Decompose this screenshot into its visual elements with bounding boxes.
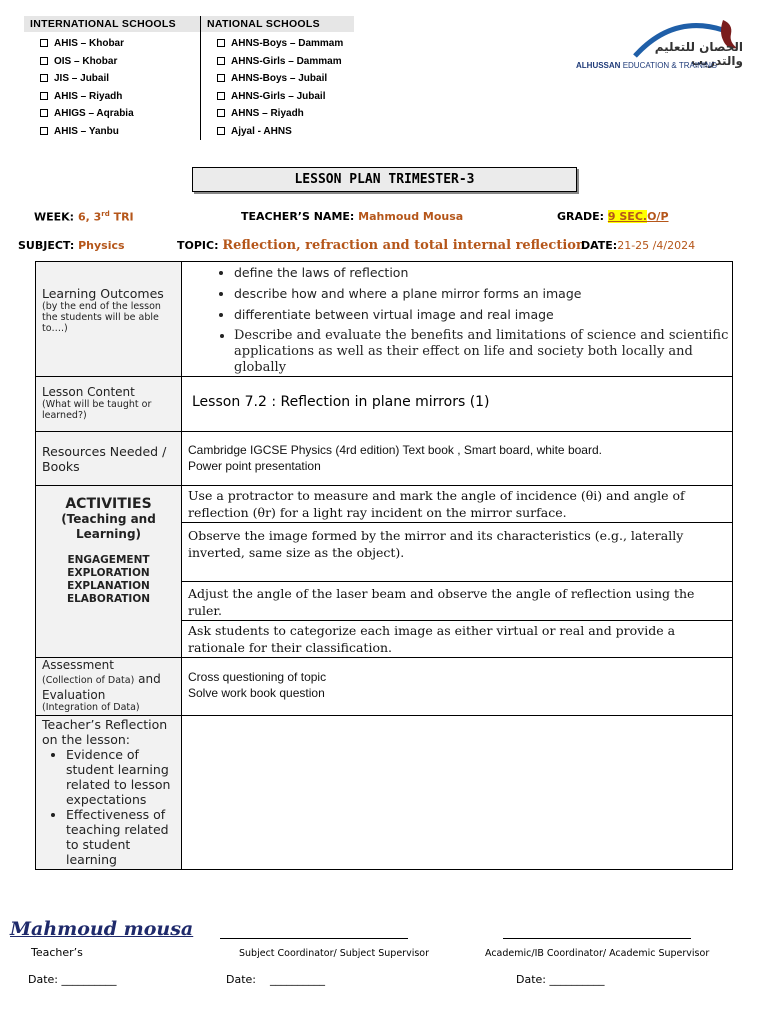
school-name: AHIS – Khobar — [54, 38, 125, 49]
learning-outcomes-list — [182, 262, 732, 376]
school-checkbox-item[interactable] — [217, 37, 354, 55]
school-name: AHNS-Boys – Dammam — [231, 38, 344, 49]
school-checkbox-item[interactable] — [217, 90, 354, 108]
academic-signature-line — [503, 938, 691, 939]
activity-item: Ask students to categorize each image as either virtual or real and provide a rationale for their classification. — [182, 621, 733, 658]
lesson-plan-table — [35, 261, 733, 870]
teacher-name-field: TEACHER’S NAME: Mahmoud Mousa — [241, 210, 464, 223]
school-name: JIS – Jubail — [54, 73, 110, 84]
international-schools-column — [24, 16, 200, 142]
logo-latin-text: ALHUSSAN EDUCATION & TRAINING — [576, 61, 718, 70]
school-checkbox-item[interactable] — [40, 90, 200, 108]
outcome-item: • differentiate between virtual image and real image — [234, 304, 732, 325]
school-checkbox-item[interactable] — [40, 37, 200, 55]
checkbox-icon[interactable] — [40, 57, 48, 65]
international-schools-header: INTERNATIONAL SCHOOLS — [24, 16, 200, 32]
activities-label-cell — [36, 486, 182, 658]
logo-arabic-text: الحصان للتعليم والتدريب — [654, 40, 743, 68]
checkbox-icon[interactable] — [40, 127, 48, 135]
activity-item: Observe the image formed by the mirror and its characteristics (e.g., laterally inverted, same size as the object). — [182, 523, 733, 582]
week-field: WEEK: 6, 3rd TRI — [34, 210, 134, 224]
national-schools-column — [200, 16, 354, 140]
reflection-row — [36, 716, 733, 870]
activities-subheading: (Teaching and Learning) — [61, 512, 156, 541]
activity-item: Use a protractor to measure and mark the angle of incidence (θi) and angle of reflection (θr) for a light ray incident on the mirror surface. — [182, 486, 733, 523]
resources-line: Cambridge IGCSE Physics (4rd edition) Text book , Smart board, white board. — [188, 443, 602, 457]
alhussan-logo — [573, 16, 743, 74]
learning-outcomes-label: Learning Outcomes (by the end of the lesson the students will be able to….) — [36, 262, 182, 377]
assessment-line: Solve work book question — [188, 686, 325, 700]
school-name: AHIS – Riyadh — [54, 90, 123, 102]
activities-stage: EXPLANATION — [67, 580, 150, 592]
reflection-label: Teacher’s Reflection on the lesson: • Evidence of student learning related to lesson expectations • Effectiveness of teaching related to student learning — [36, 716, 182, 870]
school-checkbox-item[interactable] — [40, 72, 200, 90]
checkbox-icon[interactable] — [217, 39, 225, 47]
school-checkbox-item[interactable] — [217, 72, 354, 90]
assessment-label: Assessment (Collection of Data) and Evaluation (Integration of Data) — [36, 658, 182, 716]
reflection-cell — [182, 716, 733, 870]
checkbox-icon[interactable] — [217, 57, 225, 65]
resources-label: Resources Needed / Books — [36, 432, 182, 486]
outcome-item: • describe how and where a plane mirror forms an image — [234, 283, 732, 304]
activities-heading: ACTIVITIES — [65, 496, 152, 512]
resources-line: Power point presentation — [188, 459, 321, 473]
reflection-item: • Evidence of student learning related to lesson expectations — [66, 747, 175, 807]
school-name: OIS – Khobar — [54, 55, 118, 67]
activities-stage: EXPLORATION — [67, 567, 150, 579]
school-checkbox-item[interactable] — [40, 55, 200, 73]
checkbox-icon[interactable] — [40, 92, 48, 100]
subject-date-field: Date: __________ — [226, 973, 325, 986]
resources-cell — [182, 432, 733, 486]
checkbox-icon[interactable] — [40, 39, 48, 47]
teacher-label: Teacher’s — [31, 946, 83, 959]
academic-coordinator-label: Academic/IB Coordinator/ Academic Supervisor — [485, 948, 710, 959]
checkbox-icon[interactable] — [217, 92, 225, 100]
subject-coordinator-label: Subject Coordinator/ Subject Supervisor — [239, 948, 429, 959]
assessment-row — [36, 658, 733, 716]
activity-item: Adjust the angle of the laser beam and observe the angle of reflection using the ruler. — [182, 582, 733, 621]
school-name: AHNS-Girls – Dammam — [231, 55, 342, 67]
school-checkbox-item[interactable] — [217, 55, 354, 73]
school-checkbox-item[interactable] — [40, 107, 200, 125]
topic-field: TOPIC: Reflection, refraction and total internal reflection — [177, 238, 586, 253]
activities-stage: ELABORATION — [66, 593, 151, 605]
checkbox-icon[interactable] — [40, 74, 48, 82]
school-name: Ajyal - AHNS — [231, 125, 292, 137]
checkbox-icon[interactable] — [217, 127, 225, 135]
activity-row — [36, 486, 733, 523]
date-field: DATE:21-25 /4/2024 — [581, 239, 696, 252]
reflection-item: • Effectiveness of teaching related to student learning — [66, 807, 175, 867]
lesson-plan-title: LESSON PLAN TRIMESTER-3 — [192, 167, 577, 192]
lesson-content-value: Lesson 7.2 : Reflection in plane mirrors (1) — [192, 394, 490, 410]
national-schools-header: NATIONAL SCHOOLS — [201, 16, 354, 32]
outcome-item: • define the laws of reflection — [234, 262, 732, 283]
checkbox-icon[interactable] — [40, 109, 48, 117]
teacher-date-field: Date: __________ — [28, 973, 117, 986]
school-name: AHIS – Yanbu — [54, 125, 119, 137]
lesson-content-label: Lesson Content (What will be taught or learned?) — [36, 377, 182, 432]
school-name: AHNS – Riyadh — [231, 108, 304, 119]
assessment-cell — [182, 658, 733, 716]
subject-signature-line — [220, 938, 408, 939]
assessment-line: Cross questioning of topic — [188, 670, 327, 684]
activities-stage: ENGAGEMENT — [67, 554, 150, 566]
learning-outcomes-row — [36, 262, 733, 377]
grade-field: GRADE: 9 SEC.O/P — [557, 210, 669, 223]
lesson-content-row — [36, 377, 733, 432]
resources-row — [36, 432, 733, 486]
checkbox-icon[interactable] — [217, 109, 225, 117]
school-checkbox-item[interactable] — [40, 125, 200, 143]
teacher-signature: Mahmoud mousa — [10, 918, 194, 940]
subject-field: SUBJECT: Physics — [18, 239, 125, 252]
school-checkbox-item[interactable] — [217, 107, 354, 125]
school-checkbox-item[interactable] — [217, 125, 354, 143]
school-name: AHIGS – Aqrabia — [54, 108, 134, 119]
checkbox-icon[interactable] — [217, 74, 225, 82]
school-name: AHNS-Boys – Jubail — [231, 73, 328, 84]
academic-date-field: Date: __________ — [516, 973, 605, 986]
school-name: AHNS-Girls – Jubail — [231, 90, 326, 102]
learning-outcomes-cell — [182, 262, 733, 377]
outcome-item: • Describe and evaluate the benefits and limitations of science and scientific applications as well as their effect on life and society both locally and globally — [234, 328, 732, 376]
lesson-content-cell — [182, 377, 733, 432]
